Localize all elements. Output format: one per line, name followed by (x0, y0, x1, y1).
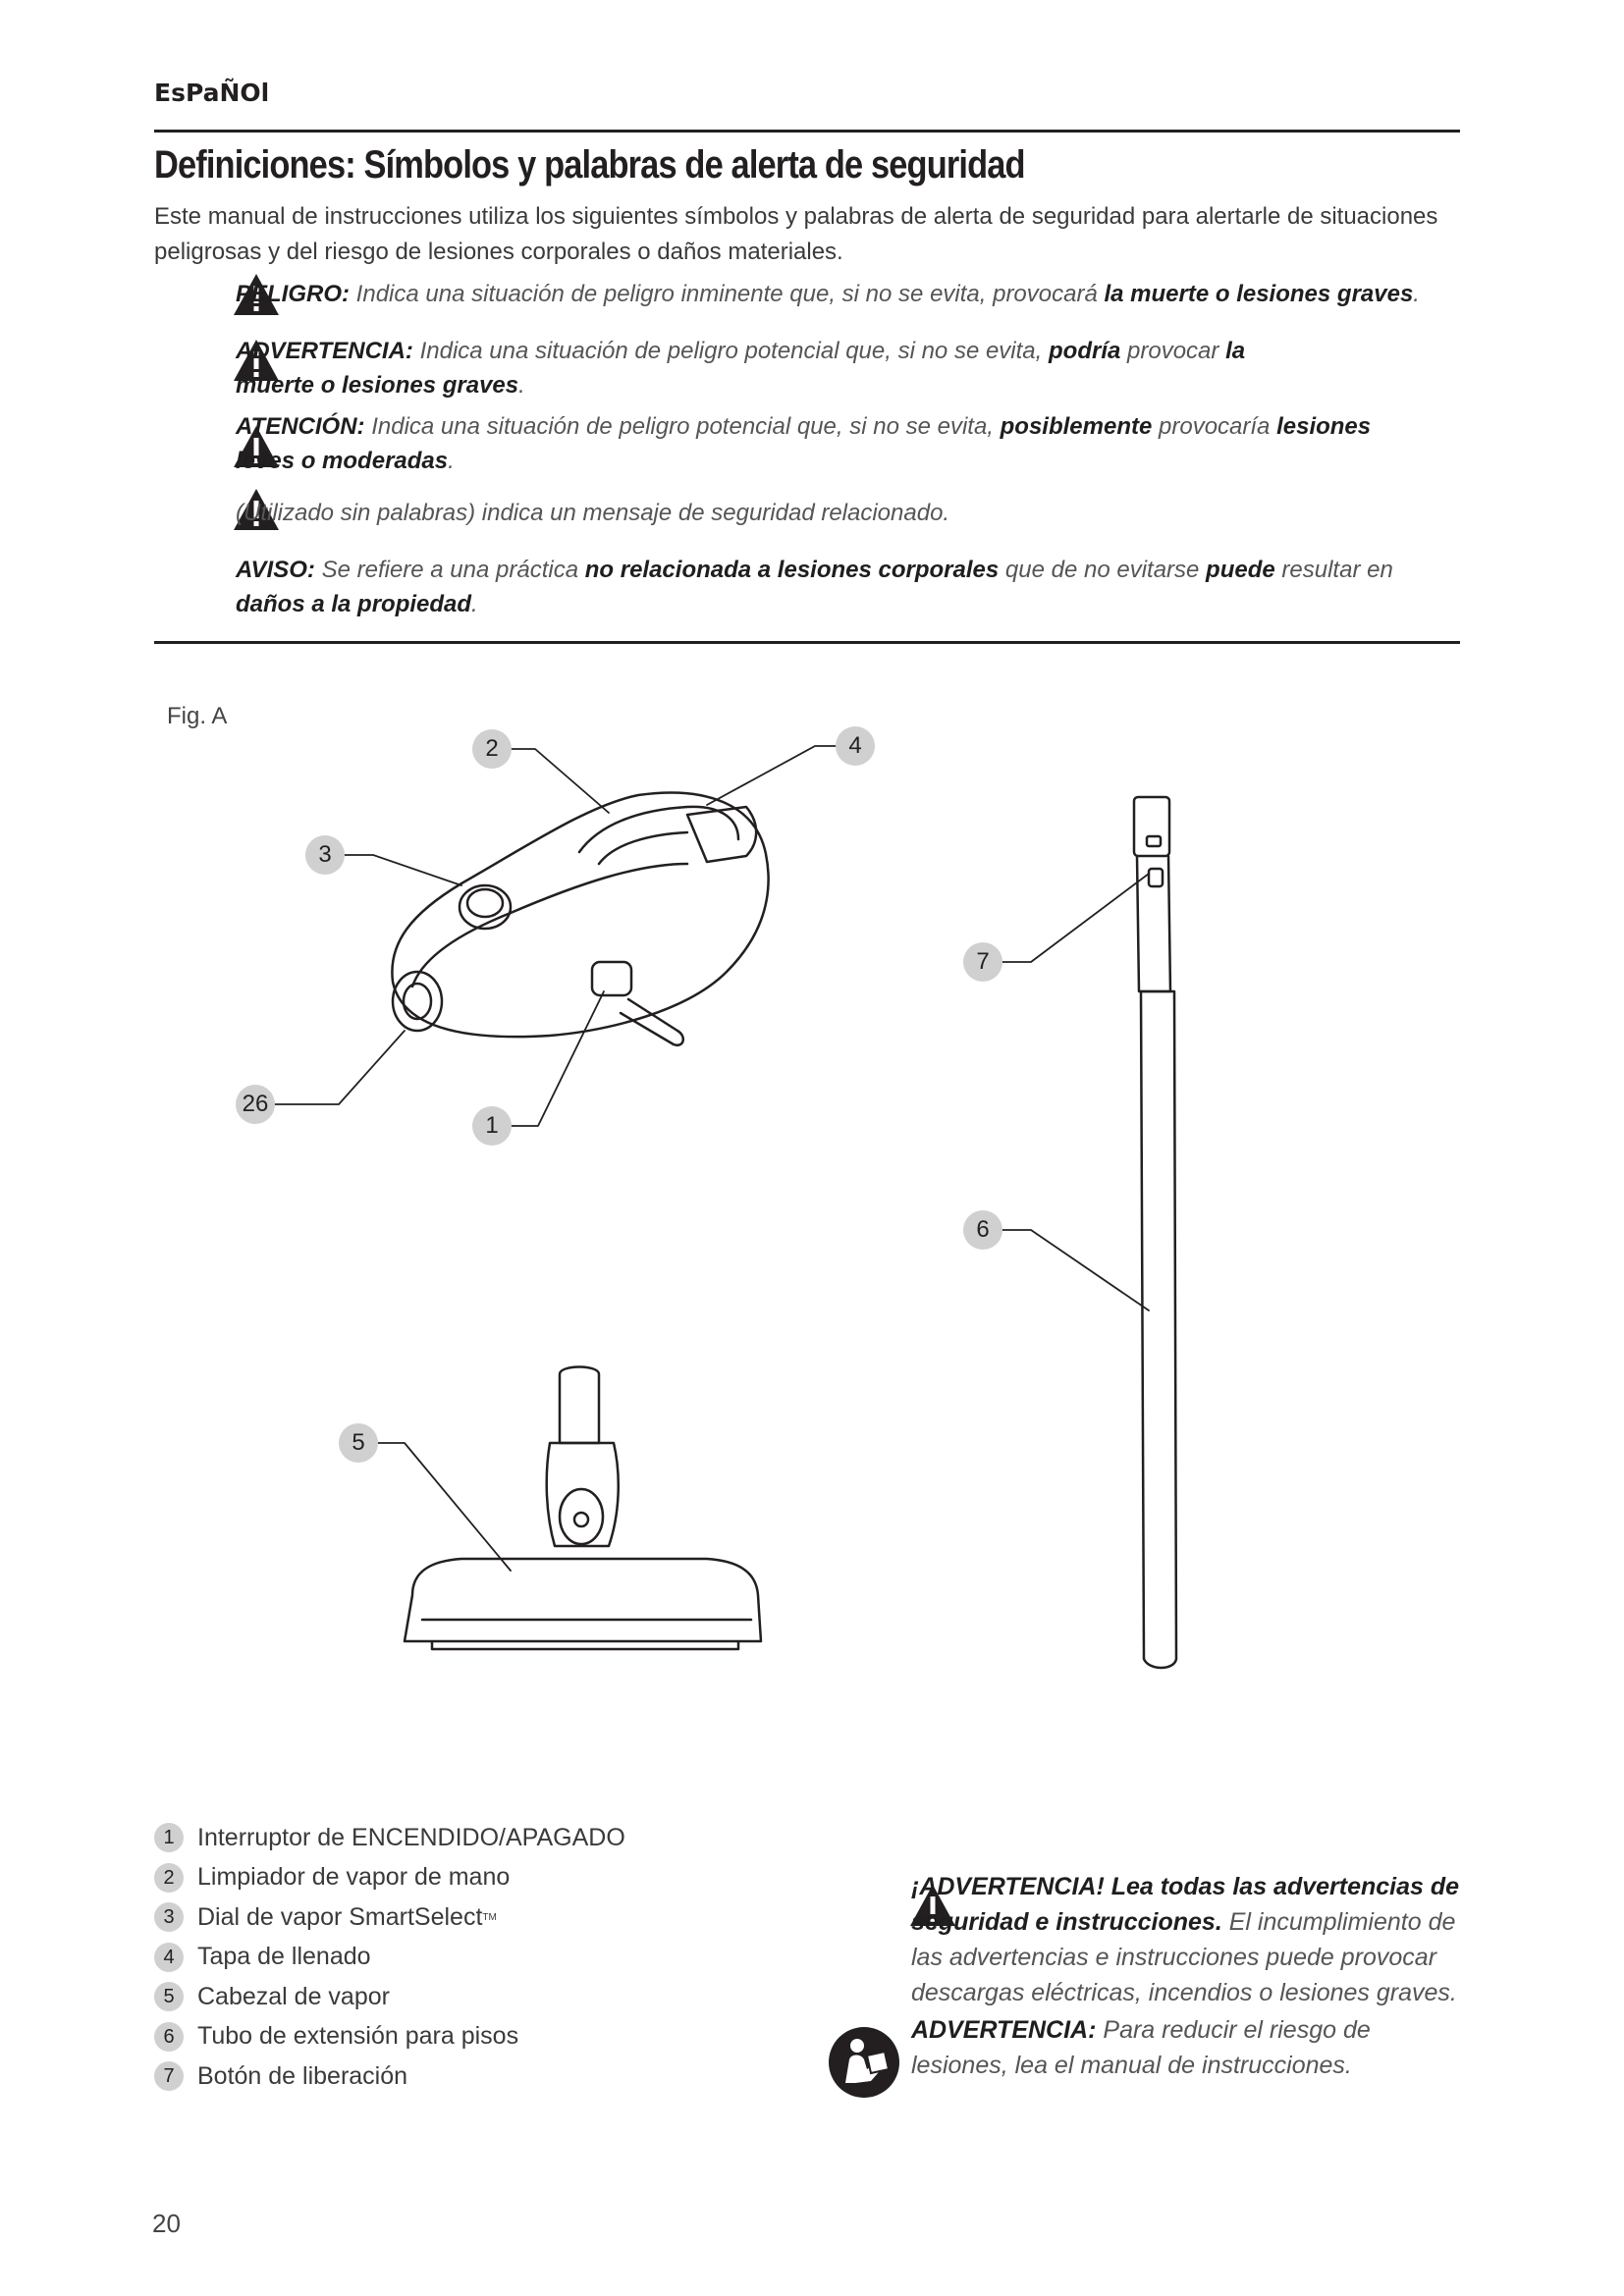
callout-1: 1 (472, 1106, 512, 1146)
legend-item (154, 1977, 625, 2017)
legend-number: 6 (154, 2022, 184, 2052)
alert-text: Indica una situación de peligro potencial que, si no se evita, (364, 413, 1001, 440)
legend-number: 7 (154, 2061, 184, 2091)
parts-legend (154, 1818, 625, 2097)
alert-text: resultar en (1274, 557, 1393, 583)
alert-text: Indica una situación de peligro potencial que, si no se evita, (412, 338, 1049, 364)
legend-item (154, 2017, 625, 2057)
legend-item (154, 1818, 625, 1858)
read-manual-icon (828, 2026, 900, 2099)
legend-item (154, 2056, 625, 2097)
alert-end: . (471, 591, 478, 617)
handheld-body (392, 793, 768, 1038)
manual-warning-label: ADVERTENCIA: (911, 2016, 1097, 2044)
alert-text: Se refiere a una práctica (314, 557, 585, 583)
legend-label: Tubo de extensión para pisos (197, 2022, 519, 2051)
legend-item (154, 1858, 625, 1898)
language-label: EsPaÑOl (154, 79, 270, 107)
alert-bold: la muerte o lesiones graves (236, 338, 1246, 399)
alert-bold: la muerte o lesiones graves (1104, 281, 1414, 307)
legend-label: Tapa de llenado (197, 1943, 371, 1971)
alert-label: PELIGRO: (236, 281, 351, 307)
legend-number: 1 (154, 1823, 184, 1852)
legend-number: 2 (154, 1863, 184, 1893)
callout-7: 7 (963, 942, 1002, 982)
safety-warning-bold: ¡ADVERTENCIA! Lea todas las advertencias de seguridad e instrucciones. (911, 1873, 1460, 1936)
legend-item (154, 1897, 625, 1938)
figure-label: Fig. A (167, 703, 228, 729)
alert-bold: daños a la propiedad (236, 591, 472, 617)
alert-label: ADVERTENCIA: (236, 338, 413, 364)
legend-label: Interruptor de ENCENDIDO/APAGADO (197, 1823, 625, 1851)
safety-warning (911, 1869, 1461, 2010)
manual-warning (911, 2012, 1461, 2083)
extension-tube (1141, 991, 1176, 1668)
trademark-sup: TM (482, 1911, 497, 1923)
alert-end: . (1413, 281, 1420, 307)
alert-text: provocaría (1152, 413, 1277, 440)
legend-label: Botón de liberación (197, 2061, 408, 2090)
handle (579, 807, 738, 852)
alert-bold: puede (1206, 557, 1275, 583)
steam-head (405, 1559, 761, 1641)
safety-warning-text: El incumplimiento de las advertencias e instrucciones puede provocar descargas eléctricas, incendios o lesiones graves. (911, 1908, 1457, 2006)
callout-6: 6 (963, 1210, 1002, 1250)
legend-number: 4 (154, 1943, 184, 1972)
power-switch (592, 962, 631, 995)
alert-bold: posiblemente (1000, 413, 1153, 440)
callout-2: 2 (472, 729, 512, 769)
section-intro: Este manual de instrucciones utiliza los siguientes símbolos y palabras de alerta de seguridad para alertarle de situaciones peligrosas y del riesgo de lesiones corporales o daños materiales. (154, 203, 1438, 265)
callout-3: 3 (305, 835, 345, 875)
callout-5: 5 (339, 1423, 378, 1463)
alert-bold: lesiones leves o moderadas (236, 413, 1372, 474)
callout-26: 26 (236, 1085, 275, 1124)
alert-text: Indica una situación de peligro inminente que, si no se evita, provocará (350, 281, 1105, 307)
alert-sin-palabras: (Utilizado sin palabras) indica un mensaje de seguridad relacionado. (236, 500, 950, 526)
section-title: Definiciones: Símbolos y palabras de alerta de seguridad (154, 143, 1025, 187)
legend-item (154, 1938, 625, 1978)
alert-label: ATENCIÓN: (236, 413, 365, 440)
alert-end: . (448, 448, 455, 474)
alert-text: que de no evitarse (999, 557, 1207, 583)
alert-bold: no relacionada a lesiones corporales (584, 557, 1000, 583)
alert-end: . (518, 372, 525, 399)
alert-label: AVISO: (236, 557, 315, 583)
manual-warning-text: Para reducir el riesgo de lesiones, lea el manual de instrucciones. (911, 2016, 1371, 2079)
legend-label: Dial de vapor SmartSelect (197, 1902, 483, 1931)
legend-label: Limpiador de vapor de mano (197, 1863, 511, 1892)
callout-4: 4 (836, 726, 875, 766)
legend-label: Cabezal de vapor (197, 1982, 390, 2010)
alert-bold: podría (1049, 338, 1121, 364)
alert-text: provocar (1120, 338, 1226, 364)
release-button (1149, 869, 1163, 886)
head-neck (560, 1367, 599, 1444)
legend-number: 3 (154, 1902, 184, 1932)
legend-number: 5 (154, 1982, 184, 2011)
page-number: 20 (152, 2209, 181, 2238)
